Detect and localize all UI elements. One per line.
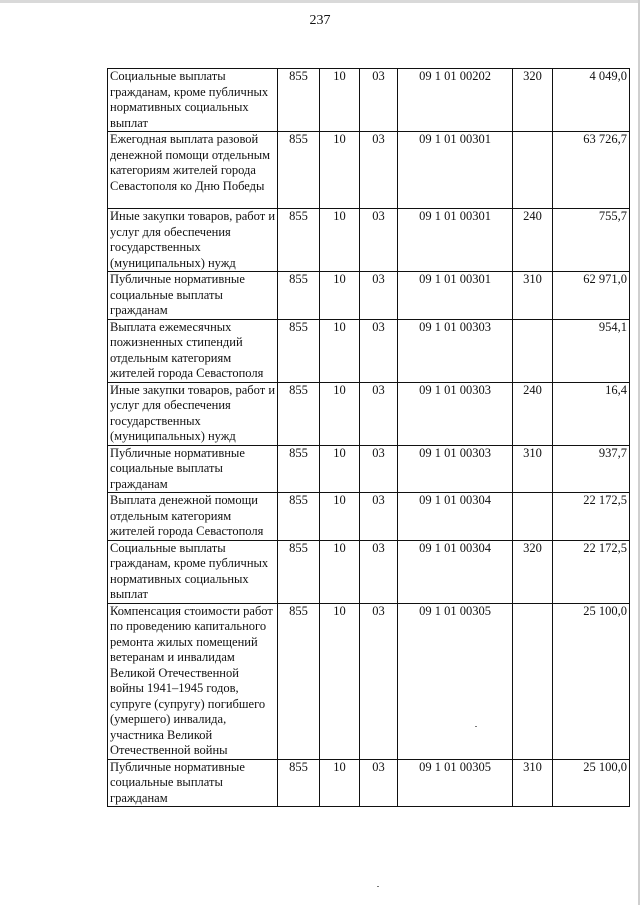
- ministry-code: 855: [278, 272, 320, 320]
- row-name: Выплата ежемесячных пожизненных стипендий отдельным категориям жителей города Севастополя: [108, 319, 278, 382]
- table-row: [108, 540, 630, 603]
- amount-value: 63 726,7: [553, 132, 630, 209]
- ministry-code: 855: [278, 540, 320, 603]
- subsection-code: 03: [360, 382, 398, 445]
- expense-type-code: 240: [513, 382, 553, 445]
- target-article-code: 09 1 01 00303: [398, 382, 513, 445]
- subsection-code: 03: [360, 603, 398, 759]
- target-article-code: 09 1 01 00305: [398, 759, 513, 807]
- subsection-code: 03: [360, 272, 398, 320]
- expense-type-code: [513, 132, 553, 209]
- section-code: 10: [320, 603, 360, 759]
- target-article-code: 09 1 01 00301: [398, 209, 513, 272]
- amount-value: 954,1: [553, 319, 630, 382]
- table-row: [108, 445, 630, 493]
- subsection-code: 03: [360, 493, 398, 541]
- target-article-code: 09 1 01 00202: [398, 69, 513, 132]
- expense-type-code: 240: [513, 209, 553, 272]
- amount-value: 22 172,5: [553, 540, 630, 603]
- table-row: [108, 382, 630, 445]
- row-name: Ежегодная выплата разовой денежной помощи отдельным категориям жителей города Севастополя ко Дню Победы: [108, 132, 278, 209]
- table-row: [108, 272, 630, 320]
- ministry-code: 855: [278, 382, 320, 445]
- ministry-code: 855: [278, 319, 320, 382]
- target-article-code: 09 1 01 00303: [398, 445, 513, 493]
- amount-value: 22 172,5: [553, 493, 630, 541]
- ministry-code: 855: [278, 759, 320, 807]
- section-code: 10: [320, 209, 360, 272]
- amount-value: 16,4: [553, 382, 630, 445]
- expense-type-code: 320: [513, 69, 553, 132]
- table-row: [108, 759, 630, 807]
- ministry-code: 855: [278, 493, 320, 541]
- section-code: 10: [320, 132, 360, 209]
- expense-type-code: [513, 493, 553, 541]
- row-name: Иные закупки товаров, работ и услуг для обеспечения государственных (муниципальных) нужд: [108, 382, 278, 445]
- scan-edge-top: [0, 0, 640, 3]
- table-row: [108, 493, 630, 541]
- target-article-code: 09 1 01 00304: [398, 540, 513, 603]
- subsection-code: 03: [360, 69, 398, 132]
- row-name: Выплата денежной помощи отдельным категориям жителей города Севастополя: [108, 493, 278, 541]
- subsection-code: 03: [360, 540, 398, 603]
- table-row: [108, 132, 630, 209]
- target-article-code: 09 1 01 00305: [398, 603, 513, 759]
- amount-value: 25 100,0: [553, 759, 630, 807]
- table-body: [108, 69, 630, 807]
- ministry-code: 855: [278, 603, 320, 759]
- expense-type-code: [513, 603, 553, 759]
- amount-value: 25 100,0: [553, 603, 630, 759]
- row-name: Иные закупки товаров, работ и услуг для обеспечения государственных (муниципальных) нужд: [108, 209, 278, 272]
- amount-value: 4 049,0: [553, 69, 630, 132]
- expense-type-code: [513, 319, 553, 382]
- row-name: Публичные нормативные социальные выплаты гражданам: [108, 272, 278, 320]
- page-number: 237: [309, 13, 331, 28]
- row-name: Компенсация стоимости работ по проведению капитального ремонта жилых помещений ветеранам и инвалидам Великой Отечественной войны 1941–1945 годов, супруге (супругу) погибшего (умершего) инвалида, участника Великой Отечественной войны: [108, 603, 278, 759]
- expense-type-code: 310: [513, 445, 553, 493]
- amount-value: 755,7: [553, 209, 630, 272]
- expense-type-code: 320: [513, 540, 553, 603]
- table-row: [108, 603, 630, 759]
- scan-artifact: [377, 886, 379, 887]
- section-code: 10: [320, 493, 360, 541]
- table-row: [108, 319, 630, 382]
- ministry-code: 855: [278, 69, 320, 132]
- section-code: 10: [320, 540, 360, 603]
- subsection-code: 03: [360, 759, 398, 807]
- target-article-code: 09 1 01 00301: [398, 272, 513, 320]
- section-code: 10: [320, 445, 360, 493]
- table-row: [108, 209, 630, 272]
- row-name: Публичные нормативные социальные выплаты гражданам: [108, 445, 278, 493]
- target-article-code: 09 1 01 00304: [398, 493, 513, 541]
- subsection-code: 03: [360, 319, 398, 382]
- scan-artifact: [475, 726, 477, 727]
- target-article-code: 09 1 01 00301: [398, 132, 513, 209]
- subsection-code: 03: [360, 209, 398, 272]
- section-code: 10: [320, 272, 360, 320]
- subsection-code: 03: [360, 132, 398, 209]
- amount-value: 937,7: [553, 445, 630, 493]
- expense-type-code: 310: [513, 759, 553, 807]
- row-name: Публичные нормативные социальные выплаты гражданам: [108, 759, 278, 807]
- amount-value: 62 971,0: [553, 272, 630, 320]
- subsection-code: 03: [360, 445, 398, 493]
- target-article-code: 09 1 01 00303: [398, 319, 513, 382]
- row-name: Социальные выплаты гражданам, кроме публичных нормативных социальных выплат: [108, 69, 278, 132]
- budget-table: [107, 68, 630, 807]
- expense-type-code: 310: [513, 272, 553, 320]
- row-name: Социальные выплаты гражданам, кроме публичных нормативных социальных выплат: [108, 540, 278, 603]
- ministry-code: 855: [278, 209, 320, 272]
- section-code: 10: [320, 69, 360, 132]
- ministry-code: 855: [278, 445, 320, 493]
- section-code: 10: [320, 382, 360, 445]
- table-row: [108, 69, 630, 132]
- ministry-code: 855: [278, 132, 320, 209]
- section-code: 10: [320, 759, 360, 807]
- section-code: 10: [320, 319, 360, 382]
